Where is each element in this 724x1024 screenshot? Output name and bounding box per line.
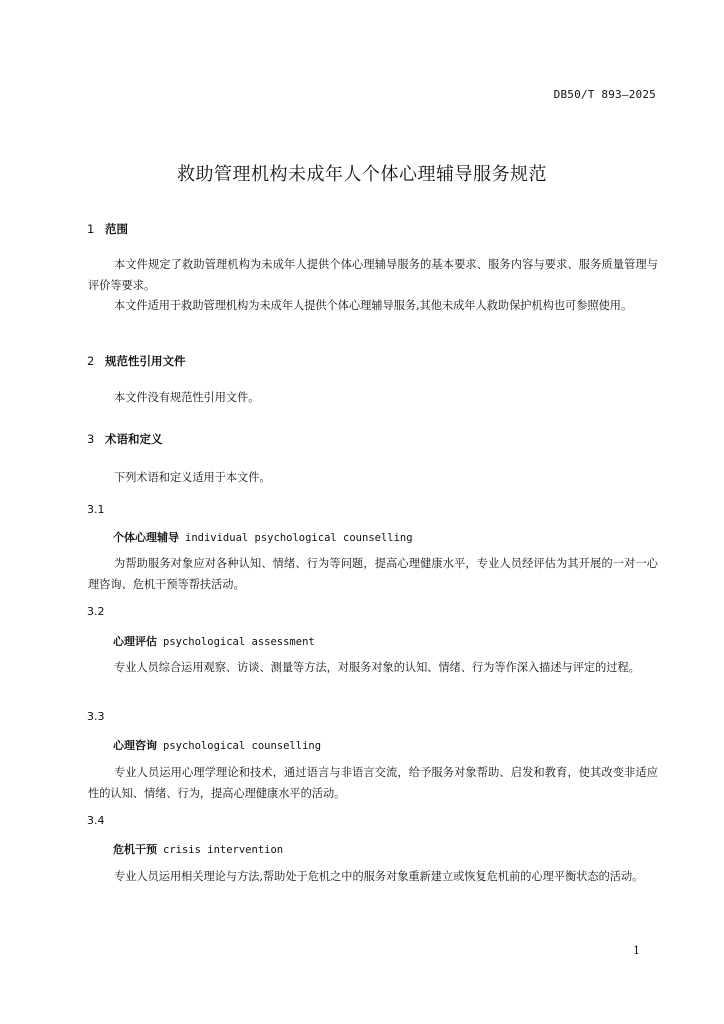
section-heading-terms (87, 431, 163, 447)
term-entry (113, 841, 283, 857)
term-chinese: 心理评估 (113, 635, 157, 648)
section-number: 1 (87, 222, 95, 236)
term-english: psychological counselling (163, 740, 322, 752)
section-number: 2 (87, 354, 95, 368)
term-definition: 专业人员运用相关理论与方法,帮助处于危机之中的服务对象重新建立或恢复危机前的心理平衡状态的活动。 (114, 870, 644, 883)
term-number: 3.3 (87, 710, 105, 723)
term-english: crisis intervention (163, 844, 284, 856)
term-english: psychological assessment (163, 636, 315, 648)
term-number: 3.1 (87, 503, 105, 516)
term-chinese: 心理咨询 (113, 739, 157, 752)
section-number: 3 (87, 432, 95, 446)
section-heading-scope (87, 221, 128, 237)
term-number: 3.4 (87, 814, 105, 827)
normative-references-paragraph: 本文件没有规范性引用文件。 (114, 391, 260, 404)
section-title: 范围 (105, 222, 128, 236)
term-definition: 专业人员综合运用观察、访谈、测量等方法，对服务对象的认知、情绪、行为等作深入描述与评定的过程。 (114, 661, 640, 674)
term-entry (113, 737, 321, 753)
term-entry (113, 633, 315, 649)
page-number: 1 (633, 944, 640, 957)
term-chinese: 危机干预 (113, 843, 157, 856)
term-definition: 为帮助服务对象应对各种认知、情绪、行为等问题，提高心理健康水平，专业人员经评估为其开展的一对一心理咨询、危机干预等帮扶活动。 (88, 557, 658, 591)
term-number: 3.2 (87, 605, 105, 618)
term-entry (113, 529, 413, 545)
term-chinese: 个体心理辅导 (113, 531, 179, 544)
scope-paragraph-2: 本文件适用于救助管理机构为未成年人提供个体心理辅导服务,其他未成年人救助保护机构也可参照使用。 (114, 299, 633, 312)
standard-code: DB50/T 893—2025 (553, 88, 656, 101)
term-definition: 专业人员运用心理学理论和技术，通过语言与非语言交流，给予服务对象帮助、启发和教育，使其改变非适应性的认知、情绪、行为，提高心理健康水平的活动。 (88, 766, 658, 800)
terms-intro-paragraph: 下列术语和定义适用于本文件。 (114, 471, 271, 484)
section-title: 规范性引用文件 (105, 354, 186, 368)
document-title: 救助管理机构未成年人个体心理辅导服务规范 (177, 164, 547, 185)
section-title: 术语和定义 (105, 432, 163, 446)
scope-paragraph-1: 本文件规定了救助管理机构为未成年人提供个体心理辅导服务的基本要求、服务内容与要求、服务质量管理与评价等要求。 (88, 258, 658, 292)
section-heading-normative-references (87, 353, 186, 369)
term-english: individual psychological counselling (185, 532, 413, 544)
